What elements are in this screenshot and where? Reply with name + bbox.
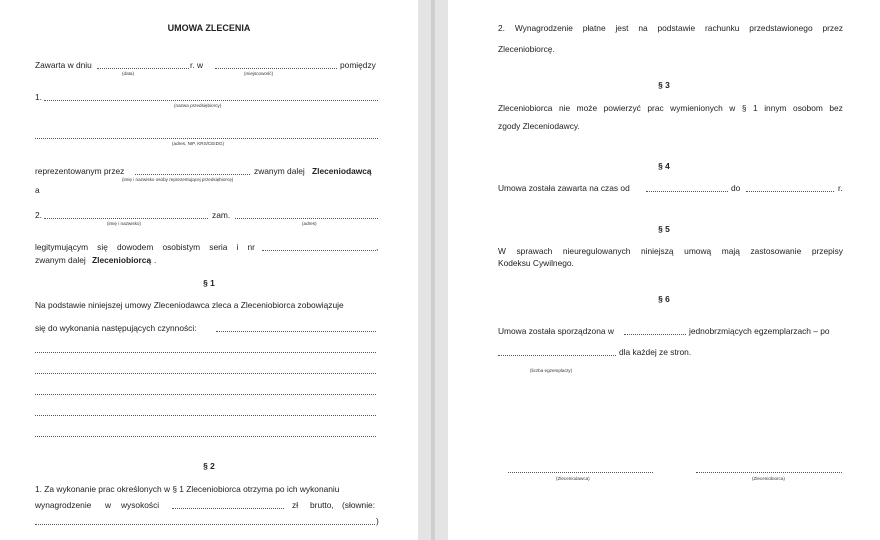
tasks-field-1[interactable] <box>216 331 376 332</box>
label-place: (miejscowość) <box>244 71 274 76</box>
section-1-line-1: Na podstawie niniejszej umowy Zleceniodawca zleca a Zleceniobiorca zobowiązuje <box>35 300 344 310</box>
word: nr <box>247 242 255 252</box>
word: innym <box>764 103 787 113</box>
date-line-intro: Zawarta w dniu <box>35 60 92 70</box>
word: 1 <box>753 103 758 113</box>
scrollbar[interactable] <box>431 0 435 540</box>
representative-field[interactable] <box>135 174 250 175</box>
copies-each-field[interactable] <box>498 355 616 356</box>
section-5-heading: § 5 <box>658 224 670 234</box>
label-address: (adres, NIP, KRS/CEIDG) <box>172 141 224 146</box>
amount-field[interactable] <box>172 508 284 509</box>
signature-label-contractor: (Zleceniobiorca) <box>752 476 785 481</box>
word: mają <box>721 246 740 256</box>
word: legitymującym <box>35 242 89 252</box>
section-2-word: wysokości <box>121 500 160 510</box>
signature-line-contractor[interactable] <box>696 472 842 473</box>
word: rachunku <box>705 23 740 33</box>
word: przez <box>822 23 843 33</box>
section-4-text: Umowa została zawarta na czas od <box>498 183 630 193</box>
label-date: (data) <box>122 71 135 76</box>
word: podstawie <box>657 23 696 33</box>
word: dowodem <box>117 242 154 252</box>
word: się <box>97 242 108 252</box>
section-3-line-2: zgody Zleceniodawcy. <box>498 121 580 131</box>
section-2-word: w <box>105 500 112 510</box>
tasks-field-3[interactable] <box>35 373 376 374</box>
copies-count-field[interactable] <box>624 334 686 335</box>
word: na <box>638 23 648 33</box>
par-2-line-2: Zleceniobiorcę. <box>498 44 555 54</box>
word: 2. <box>498 23 505 33</box>
section-6-text-b: jednobrzmiących egzemplarzach – po <box>689 326 830 336</box>
company-address-field[interactable] <box>35 138 378 139</box>
amount-in-words-field[interactable] <box>35 524 375 525</box>
date-line-between: pomiędzy <box>340 60 376 70</box>
place-field[interactable] <box>215 68 337 69</box>
section-6-text-a: Umowa została sporządzona w <box>498 326 614 336</box>
end-date-field[interactable] <box>746 191 834 192</box>
section-2-word: brutto, <box>310 500 334 510</box>
section-4-r: r. <box>838 183 843 193</box>
word: umową <box>684 246 712 256</box>
party-1-number: 1. <box>35 92 42 102</box>
section-2-close: ) <box>376 516 379 526</box>
section-2-line-1: 1. Za wykonanie prac określonych w § 1 Zleceniobiorca otrzyma po ich wykonaniu <box>35 484 340 494</box>
contractor-name-field[interactable] <box>44 218 208 219</box>
word: jest <box>615 23 629 33</box>
section-6-heading: § 6 <box>658 294 670 304</box>
word: i <box>236 242 239 252</box>
section-3-line-1 <box>498 104 843 112</box>
word: § <box>741 103 747 113</box>
label-company: (nazwa przedsiębiorcy) <box>174 103 222 108</box>
label-representative: (imię i nazwisko osoby reprezentującej przedsiębiorcę) <box>122 177 234 182</box>
id-number-field[interactable] <box>262 250 376 251</box>
contractor-address-field[interactable] <box>235 218 378 219</box>
word: nieuregulowanych <box>562 246 631 256</box>
section-2-word: zł <box>292 500 299 510</box>
contractor-role-period: . <box>154 255 157 265</box>
contractor-role: Zleceniobiorcą <box>92 255 152 265</box>
label-copies: (liczba egzemplarzy) <box>530 368 573 373</box>
date-field[interactable] <box>97 68 189 69</box>
client-role: Zleceniodawcą <box>312 166 372 176</box>
called-label-2: zwanym dalej <box>35 255 86 265</box>
signature-line-client[interactable] <box>508 472 653 473</box>
par-2-line-1 <box>498 24 843 32</box>
word: sprawach <box>516 246 553 256</box>
word: wymienionych <box>670 103 723 113</box>
word: może <box>576 103 598 113</box>
word: Wynagrodzenie <box>514 23 573 33</box>
section-6-text-c: dla każdej ze stron. <box>619 347 692 357</box>
company-name-field[interactable] <box>44 100 378 101</box>
signature-label-client: (Zleceniodawca) <box>556 476 590 481</box>
and-label: a <box>35 185 40 195</box>
tasks-field-4[interactable] <box>35 394 376 395</box>
section-1-line-2: się do wykonania następujących czynności: <box>35 323 197 333</box>
word: nie <box>558 103 571 113</box>
word: przedstawionego <box>749 23 813 33</box>
tasks-field-2[interactable] <box>35 352 376 353</box>
section-2-word: wynagrodzenie <box>35 500 92 510</box>
section-3-heading: § 3 <box>658 80 670 90</box>
start-date-field[interactable] <box>646 191 728 192</box>
section-5-line-2: Kodeksu Cywilnego. <box>498 258 574 268</box>
date-line-w: r. w <box>190 60 204 70</box>
section-2-word: (słownie: <box>342 500 376 510</box>
section-5-line-1 <box>498 247 843 255</box>
section-1-heading: § 1 <box>203 278 215 288</box>
word: osobistym <box>162 242 201 252</box>
word: płatne <box>582 23 606 33</box>
document-page-2 <box>448 0 880 540</box>
word: seria <box>209 242 228 252</box>
document-page-1 <box>0 0 418 540</box>
section-2-heading: § 2 <box>203 461 215 471</box>
section-4-heading: § 4 <box>658 161 670 171</box>
word: bez <box>829 103 843 113</box>
party-2-number: 2. <box>35 210 42 220</box>
tasks-field-5[interactable] <box>35 415 376 416</box>
label-address-2: (adres) <box>302 221 317 226</box>
word: niniejszą <box>641 246 674 256</box>
word: przepisy <box>811 246 843 256</box>
word: zastosowanie <box>750 246 802 256</box>
section-4-to: do <box>731 183 741 193</box>
page-gutter <box>418 0 448 540</box>
residing-label: zam. <box>212 210 231 220</box>
word: w <box>729 103 736 113</box>
word: prac <box>647 103 664 113</box>
represented-by-label: reprezentowanym przez <box>35 166 125 176</box>
tasks-field-6[interactable] <box>35 436 376 437</box>
word: powierzyć <box>603 103 641 113</box>
label-name: (imię i nazwisko) <box>107 221 141 226</box>
word: osobom <box>793 103 823 113</box>
called-label: zwanym dalej <box>254 166 305 176</box>
word: W <box>498 246 506 256</box>
id-comma: , <box>376 242 379 252</box>
id-line <box>35 243 255 251</box>
word: Zleceniobiorca <box>498 103 553 113</box>
document-title: UMOWA ZLECENIA <box>167 23 251 33</box>
